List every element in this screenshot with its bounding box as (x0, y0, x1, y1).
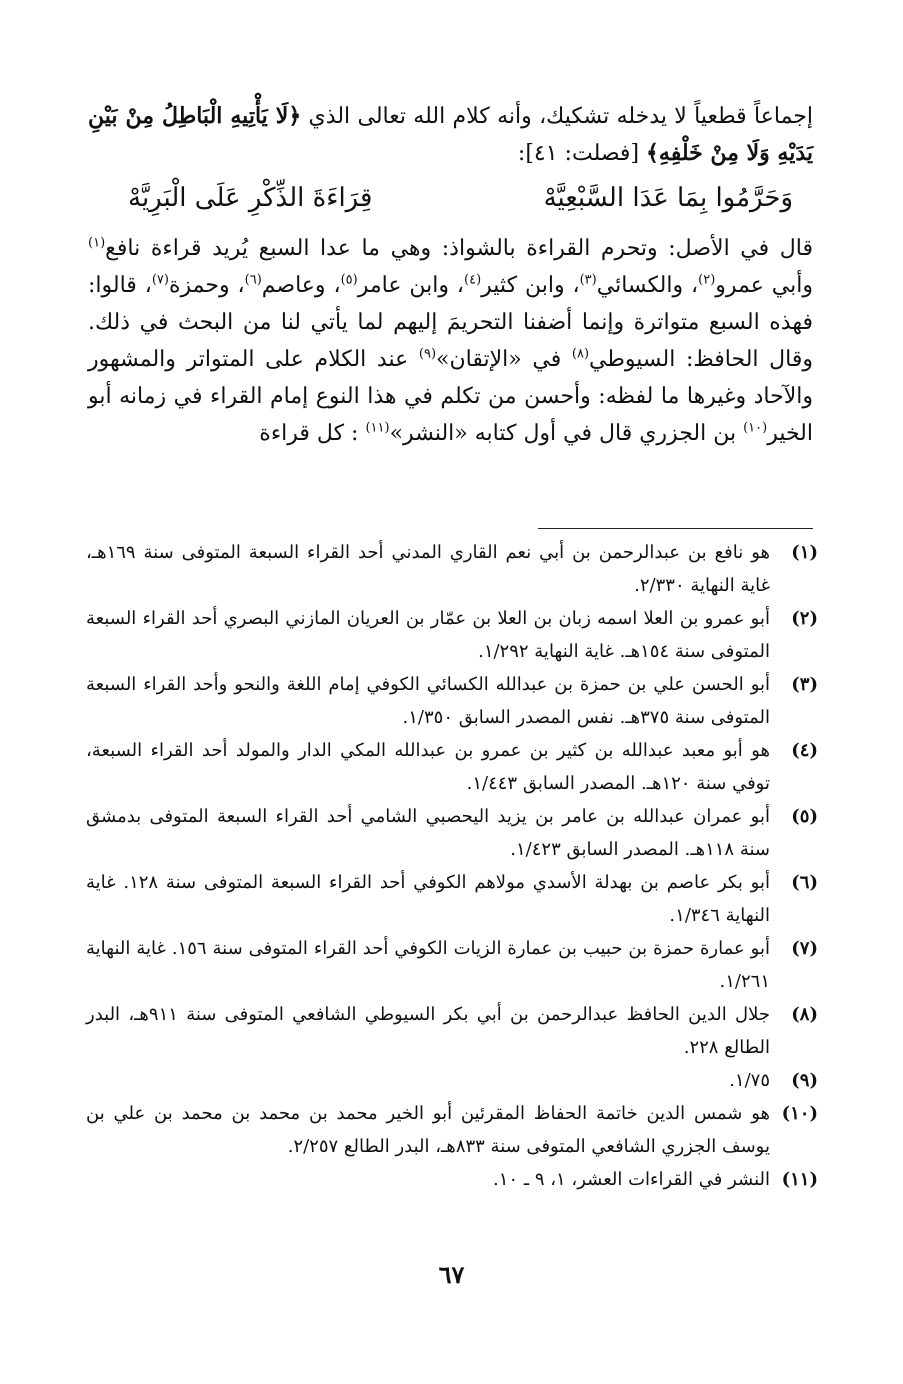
paragraph-1 (88, 98, 813, 172)
paragraph-2 (88, 230, 813, 452)
footnote-separator (538, 528, 813, 529)
paragraph-2-text: : كل قراءة (259, 421, 366, 446)
footnote-item (86, 1097, 818, 1163)
footnote-text: أبو عمران عبدالله بن عامر بن يزيد اليحصبي الشامي أحد القراء السبعة المتوفى بدمشق سنة ١١٨هـ. المصدر السابق ١/٤٢٣. (86, 806, 770, 860)
footnote-ref: (٧) (151, 272, 169, 288)
footnote-text: ١/٧٥. (729, 1070, 770, 1091)
poem-verse (88, 172, 813, 230)
footnote-number: (٩) (791, 1070, 818, 1091)
footnote-ref: (٦) (244, 272, 262, 288)
paragraph-2-text: ، والكسائي (596, 273, 699, 298)
footnote-text: هو شمس الدين خاتمة الحفاظ المقرئين أبو الخير محمد بن محمد بن محمد بن علي بن يوسف الجزري الشافعي المتوفى سنة ٨٣٣هـ، البدر الطالع ٢/٢٥٧. (86, 1103, 770, 1157)
footnote-number: (٣) (791, 674, 818, 695)
footnote-number: (٢) (791, 608, 818, 629)
footnote-item (86, 1064, 818, 1097)
footnote-item (86, 668, 818, 734)
footnote-number: (٨) (791, 1004, 818, 1025)
footnote-item (86, 602, 818, 668)
poem-hemistich-right: وَحَرَّمُوا بِمَا عَدَا السَّبْعِيَّهْ (543, 183, 793, 213)
footnote-item (86, 932, 818, 998)
main-text (88, 98, 813, 452)
footnote-ref: (٤) (464, 272, 482, 288)
footnote-number: (٥) (791, 806, 818, 827)
paragraph-2-text: ، وابن كثير (481, 273, 580, 298)
footnote-ref: (٩) (418, 346, 437, 362)
footnote-text: هو أبو معبد عبدالله بن كثير بن عمرو بن عبدالله المكي الدار والمولد أحد القراء السبعة، توفي سنة ١٢٠هـ. المصدر السابق ١/٤٤٣. (86, 740, 770, 794)
footnote-number: (٦) (791, 872, 818, 893)
footnote-number: (١) (791, 542, 818, 563)
footnote-text: أبو الحسن علي بن حمزة بن عبدالله الكسائي الكوفي إمام اللغة والنحو وأحد القراء السبعة المتوفى سنة ٣٧٥هـ. نفس المصدر السابق ١/٣٥٠. (86, 674, 770, 728)
paragraph-1-text: إجماعاً قطعياً لا يدخله تشكيك، وأنه كلام الله تعالى الذي (301, 104, 813, 129)
footnote-ref: (١١) (365, 420, 390, 436)
footnote-text: أبو بكر عاصم بن بهدلة الأسدي مولاهم الكوفي أحد القراء السبعة المتوفى سنة ١٢٨. غاية النهاية ١/٣٤٦. (86, 872, 770, 926)
footnote-number: (١١) (781, 1169, 818, 1190)
paragraph-2-text: في «الإتقان» (436, 347, 572, 372)
footnote-text: هو نافع بن عبدالرحمن بن أبي نعم القاري المدني أحد القراء السبعة المتوفى سنة ١٦٩هـ، غاية النهاية ٢/٣٣٠. (86, 542, 770, 596)
quran-verse: ﴿لَا يَأْتِيهِ الْبَاطِلُ مِنْ بَيْنِ يَدَيْهِ وَلَا مِنْ خَلْفِهِ﴾ (88, 103, 813, 166)
footnote-ref: (٨) (571, 346, 590, 362)
footnotes-list (86, 536, 818, 1196)
footnote-number: (٧) (791, 938, 818, 959)
paragraph-2-text: بن الجزري قال في أول كتابه «النشر» (389, 421, 744, 446)
paragraph-2-text: ، وحمزة (168, 273, 245, 298)
footnote-item (86, 734, 818, 800)
footnote-number: (٤) (791, 740, 818, 761)
paragraph-2-text: قال في الأصل: وتحرم القراءة بالشواذ: وهي ما عدا السبع يُريد قراءة نافع (105, 236, 813, 261)
footnote-item (86, 866, 818, 932)
paragraph-2-text: ، قالوا: فهذه السبع متواترة وإنما أضفنا التحريمَ إليهم لما يأتي لنا من البحث في ذلك. وقال الحافظ: السيوطي (88, 273, 813, 372)
quran-citation: [فصلت: ٤١]: (517, 141, 647, 166)
paragraph-2-text: ، وعاصم (261, 273, 341, 298)
footnote-item (86, 998, 818, 1064)
paragraph-2-text: وأبي عمرو (715, 273, 814, 298)
paragraph-2-text: ، وابن عامر (357, 273, 465, 298)
footnote-item (86, 800, 818, 866)
footnote-item (86, 536, 818, 602)
footnote-number: (١٠) (781, 1103, 818, 1124)
poem-hemistich-left: قِرَاءَةَ الذِّكْرِ عَلَى الْبَرِيَّهْ (128, 183, 373, 213)
page-number: ٦٧ (438, 1260, 465, 1289)
footnote-ref: (٣) (579, 272, 597, 288)
footnote-ref: (٢) (698, 272, 716, 288)
paragraph-2-text: عند الكلام على المتواتر والمشهور والآحاد وغيرها ما لفظه: وأحسن من تكلم في هذا النوع إمام القراء في زمانه أبو الخير (88, 347, 813, 446)
footnote-item (86, 1163, 818, 1196)
footnote-text: النشر في القراءات العشر، ١، ٩ ـ ١٠. (493, 1169, 770, 1190)
footnote-text: أبو عمرو بن العلا اسمه زبان بن العلا بن عمّار بن العريان المازني البصري أحد القراء السبعة المتوفى سنة ١٥٤هـ. غاية النهاية ١/٢٩٢. (86, 608, 770, 662)
footnote-text: أبو عمارة حمزة بن حبيب بن عمارة الزيات الكوفي أحد القراء المتوفى سنة ١٥٦. غاية النهاية ١/٢٦١. (86, 938, 770, 992)
footnote-ref: (١٠) (743, 420, 768, 436)
footnote-text: جلال الدين الحافظ عبدالرحمن بن أبي بكر السيوطي الشافعي المتوفى سنة ٩١١هـ، البدر الطالع ٢٢٨. (86, 1004, 770, 1058)
footnote-ref: (٥) (340, 272, 358, 288)
footnote-ref: (١) (88, 235, 106, 251)
